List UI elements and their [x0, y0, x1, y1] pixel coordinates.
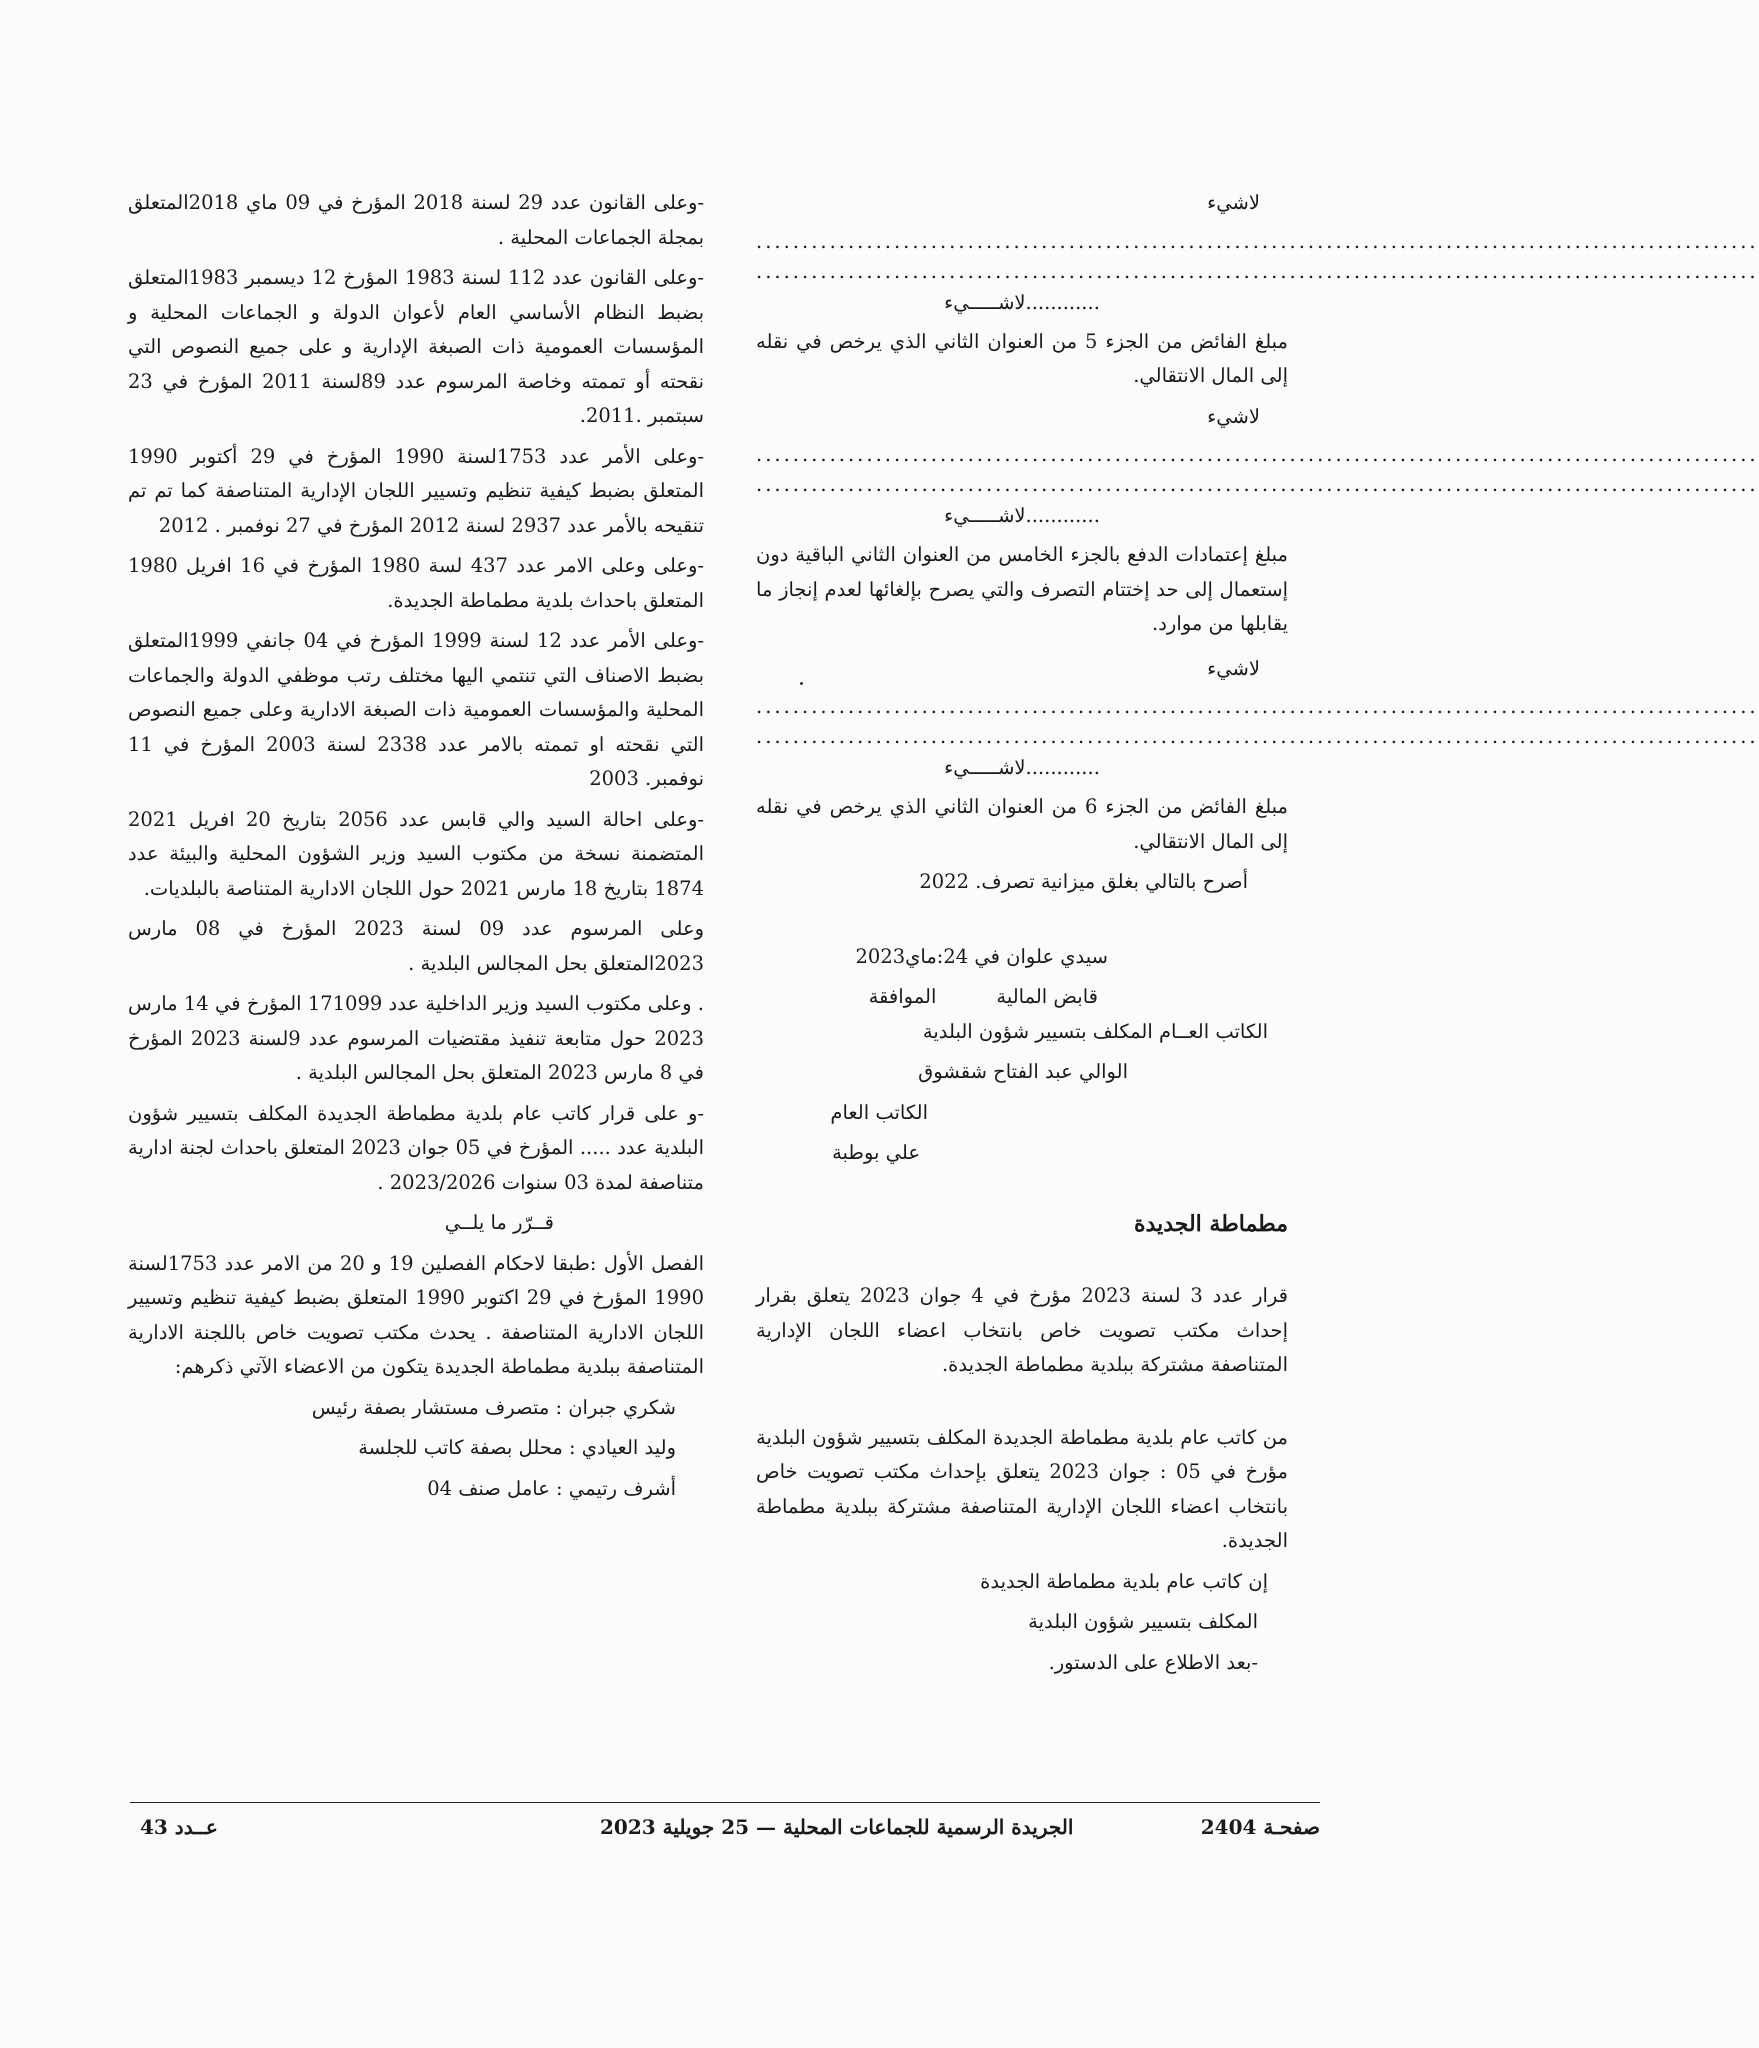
nothing-1-end: ............لاشـــــيء [944, 290, 1100, 314]
sig-name: علي بوطبة [832, 1141, 920, 1164]
surplus-part6: مبلغ الفائض من الجزء 6 من العنوان الثاني الذي يرخص في نقله إلى المال الانتقالي. [756, 795, 1288, 853]
member-2: وليد العيادي : محلل بصفة كاتب للجلسة [358, 1436, 676, 1459]
citation-decree-1999: -وعلى الأمر عدد 12 لسنة 1999 المؤرخ في 04 جانفي 1999المتعلق بضبط الاصناف التي تنتمي اليها مختلف رتب موظفي الدولة والجماعات المحلية والمؤسسات العمومية ذات الصبغة الادارية وعلى جميع النصوص التي نقحته او تممته بالامر عدد 2338 لسنة 2003 المؤرخ في 11 نوفمبر. 2003 [128, 629, 704, 790]
budget-closed: أصرح بالتالي بغلق ميزانية تصرف. 2022 [919, 870, 1248, 893]
dotted-line: ............................................................................................................. [756, 259, 1759, 283]
member-1: شكري جبران : متصرف مستشار بصفة رئيس [311, 1395, 676, 1419]
citation-decree-2023: وعلى المرسوم عدد 09 لسنة 2023 المؤرخ في 08 مارس 2023المتعلق بحل المجالس البلدية . [128, 917, 705, 975]
article-1: الفصل الأول :طبقا لاحكام الفصلين 19 و 20 من الامر عدد 1753لسنة 1990 المؤرخ في 29 اكتوبر 1990 المتعلق بضبط كيفية تنظيم وتسيير اللجان الادارية المتناصفة . يحدث مكتب تصويت خاص باللجنة الادارية المتناصفة ببلدية مطماطة الجديدة يتكون من الاعضاء الآتي ذكرهم: [128, 1251, 704, 1378]
citation-decree-1980: -وعلى وعلى الامر عدد 437 لسة 1980 المؤرخ في 16 افريل 1980 المتعلق باحداث بلدية مطماطة الجديدة. [128, 554, 704, 612]
payment-credits: مبلغ إعتمادات الدفع بالجزء الخامس من العنوان الثاني الباقية دون إستعمال إلى حد إختتام التصرف والتي يصرح بإلغائها لعدم إنجاز ما يقابلها من موارد. [756, 543, 1288, 635]
dotted-line: ............................................................................................................. [756, 229, 1759, 253]
nothing-3-end: ............لاشـــــيء [944, 756, 1100, 779]
dotted-line: ............................................................................................................. [756, 473, 1759, 496]
decree-intro: من كاتب عام بلدية مطماطة الجديدة المكلف بتسيير شؤون البلدية مؤرخ في 05 : جوان 2023 يتعلق بإحداث مكتب تصويت خاص بانتخاب اعضاء اللجان الإدارية المتناصفة مشتركة ببلدية مطماطة الجديدة. [756, 1425, 1289, 1552]
citation-law-1983: -وعلى القانون عدد 112 لسنة 1983 المؤرخ 12 ديسمبر 1983المتعلق بضبط النظام الأساسي العام لأعوان الدولة و الجماعات المحلية و المؤسسات العمومية ذات الصبغة الإدارية و على جميع النصوص التي نقحته أو تممته وخاصة المرسوم عدد 89لسنة 2011 المؤرخ في 23 سبتمبر .2011. [128, 266, 704, 427]
sig-governor: الوالي عبد الفتاح شقشوق [918, 1060, 1128, 1083]
section-heading: مطماطة الجديدة [1134, 1210, 1288, 1237]
nothing-2-end: ............لاشـــــيء [944, 504, 1100, 527]
constitution: -بعد الاطلاع على الدستور. [1048, 1650, 1258, 1674]
issuer-line2: المكلف بتسيير شؤون البلدية [1028, 1610, 1258, 1633]
scan-speck [800, 682, 803, 685]
dotted-line: ............................................................................................................. [756, 695, 1759, 718]
member-3: أشرف رتيمي : عامل صنف 04 [427, 1476, 676, 1500]
nothing-3: لاشيء [1207, 656, 1260, 680]
dotted-line: ............................................................................................................. [756, 725, 1759, 748]
issuer-line1: إن كاتب عام بلدية مطماطة الجديدة [980, 1569, 1268, 1593]
nothing-2: لاشيء [1207, 404, 1260, 428]
citation-decree-1990: -وعلى الأمر عدد 1753لسنة 1990 المؤرخ في 29 أكتوبر 1990 المتعلق بضبط كيفية تنظيم وتسيير اللجان الإدارية المتناصفة كما تم تم تنقيحه بالأمر عدد 2937 لسنة 2012 المؤرخ في 27 نوفمبر . 2012 [128, 444, 704, 537]
sig-general-secretary: الكاتب العام [830, 1100, 928, 1124]
citation-law-2018: -وعلى القانون عدد 29 لسنة 2018 المؤرخ في 09 ماي 2018المتعلق بمجلة الجماعات المحلية . [128, 191, 704, 249]
decree-summary: قرار عدد 3 لسنة 2023 مؤرخ في 4 جوان 2023 يتعلق بقرار إحداث مكتب تصويت خاص بانتخاب اعضاء اللجان الإدارية المتناصفة مشتركة ببلدية مطماطة الجديدة. [756, 1284, 1288, 1376]
left-column [128, 186, 704, 1512]
sig-secretary-title: الكاتب العــام المكلف بتسيير شؤون البلدية [922, 1019, 1268, 1043]
signature-row [756, 980, 1288, 1015]
right-column [756, 186, 1759, 1686]
nothing-1: لاشيء [1207, 191, 1260, 214]
place-date: سيدي علوان في 24:ماي2023 [855, 944, 1108, 968]
citation-letter-2023: . وعلى مكتوب السيد وزير الداخلية عدد 171099 المؤرخ في 14 مارس 2023 حول متابعة تنفيذ مقتضيات المرسوم عدد 9لسنة 2023 المؤرخ في 8 مارس 2023 المتعلق بحل المجالس البلدية . [128, 992, 704, 1084]
sig-approval: الموافقة [868, 985, 937, 1008]
decision-title: قــرّر ما يلــي [444, 1211, 554, 1234]
sig-receiver: قابض المالية [996, 985, 1098, 1008]
citation-decision-2023: -و على قرار كاتب عام بلدية مطماطة الجديدة المكلف بتسيير شؤون البلدية عدد ..... المؤرخ في 05 جوان 2023 المتعلق باحداث لجنة ادارية متناصفة لمدة 03 سنوات 2023/2026 . [128, 1101, 704, 1194]
journal-title: الجريدة الرسمية للجماعات المحلية — 25 جويلية 2023 [600, 1815, 1074, 1839]
citation-referral-2021: -وعلى احالة السيد والي قابس عدد 2056 بتاريخ 20 افريل 2021 المتضمنة نسخة من مكتوب السيد وزير الشؤون المحلية والبيئة عدد 1874 بتاريخ 18 مارس 2021 حول اللجان الادارية المتناصة بالبلديات. [128, 807, 704, 900]
footer-rule [130, 1802, 1320, 1803]
page-number: صفحـة 2404 [1200, 1815, 1320, 1839]
surplus-part5: مبلغ الفائض من الجزء 5 من العنوان الثاني الذي يرخص في نقله إلى المال الانتقالي. [756, 329, 1288, 387]
issue-number: عــدد 43 [140, 1815, 218, 1839]
dotted-line: ............................................................................................................. [756, 443, 1759, 466]
